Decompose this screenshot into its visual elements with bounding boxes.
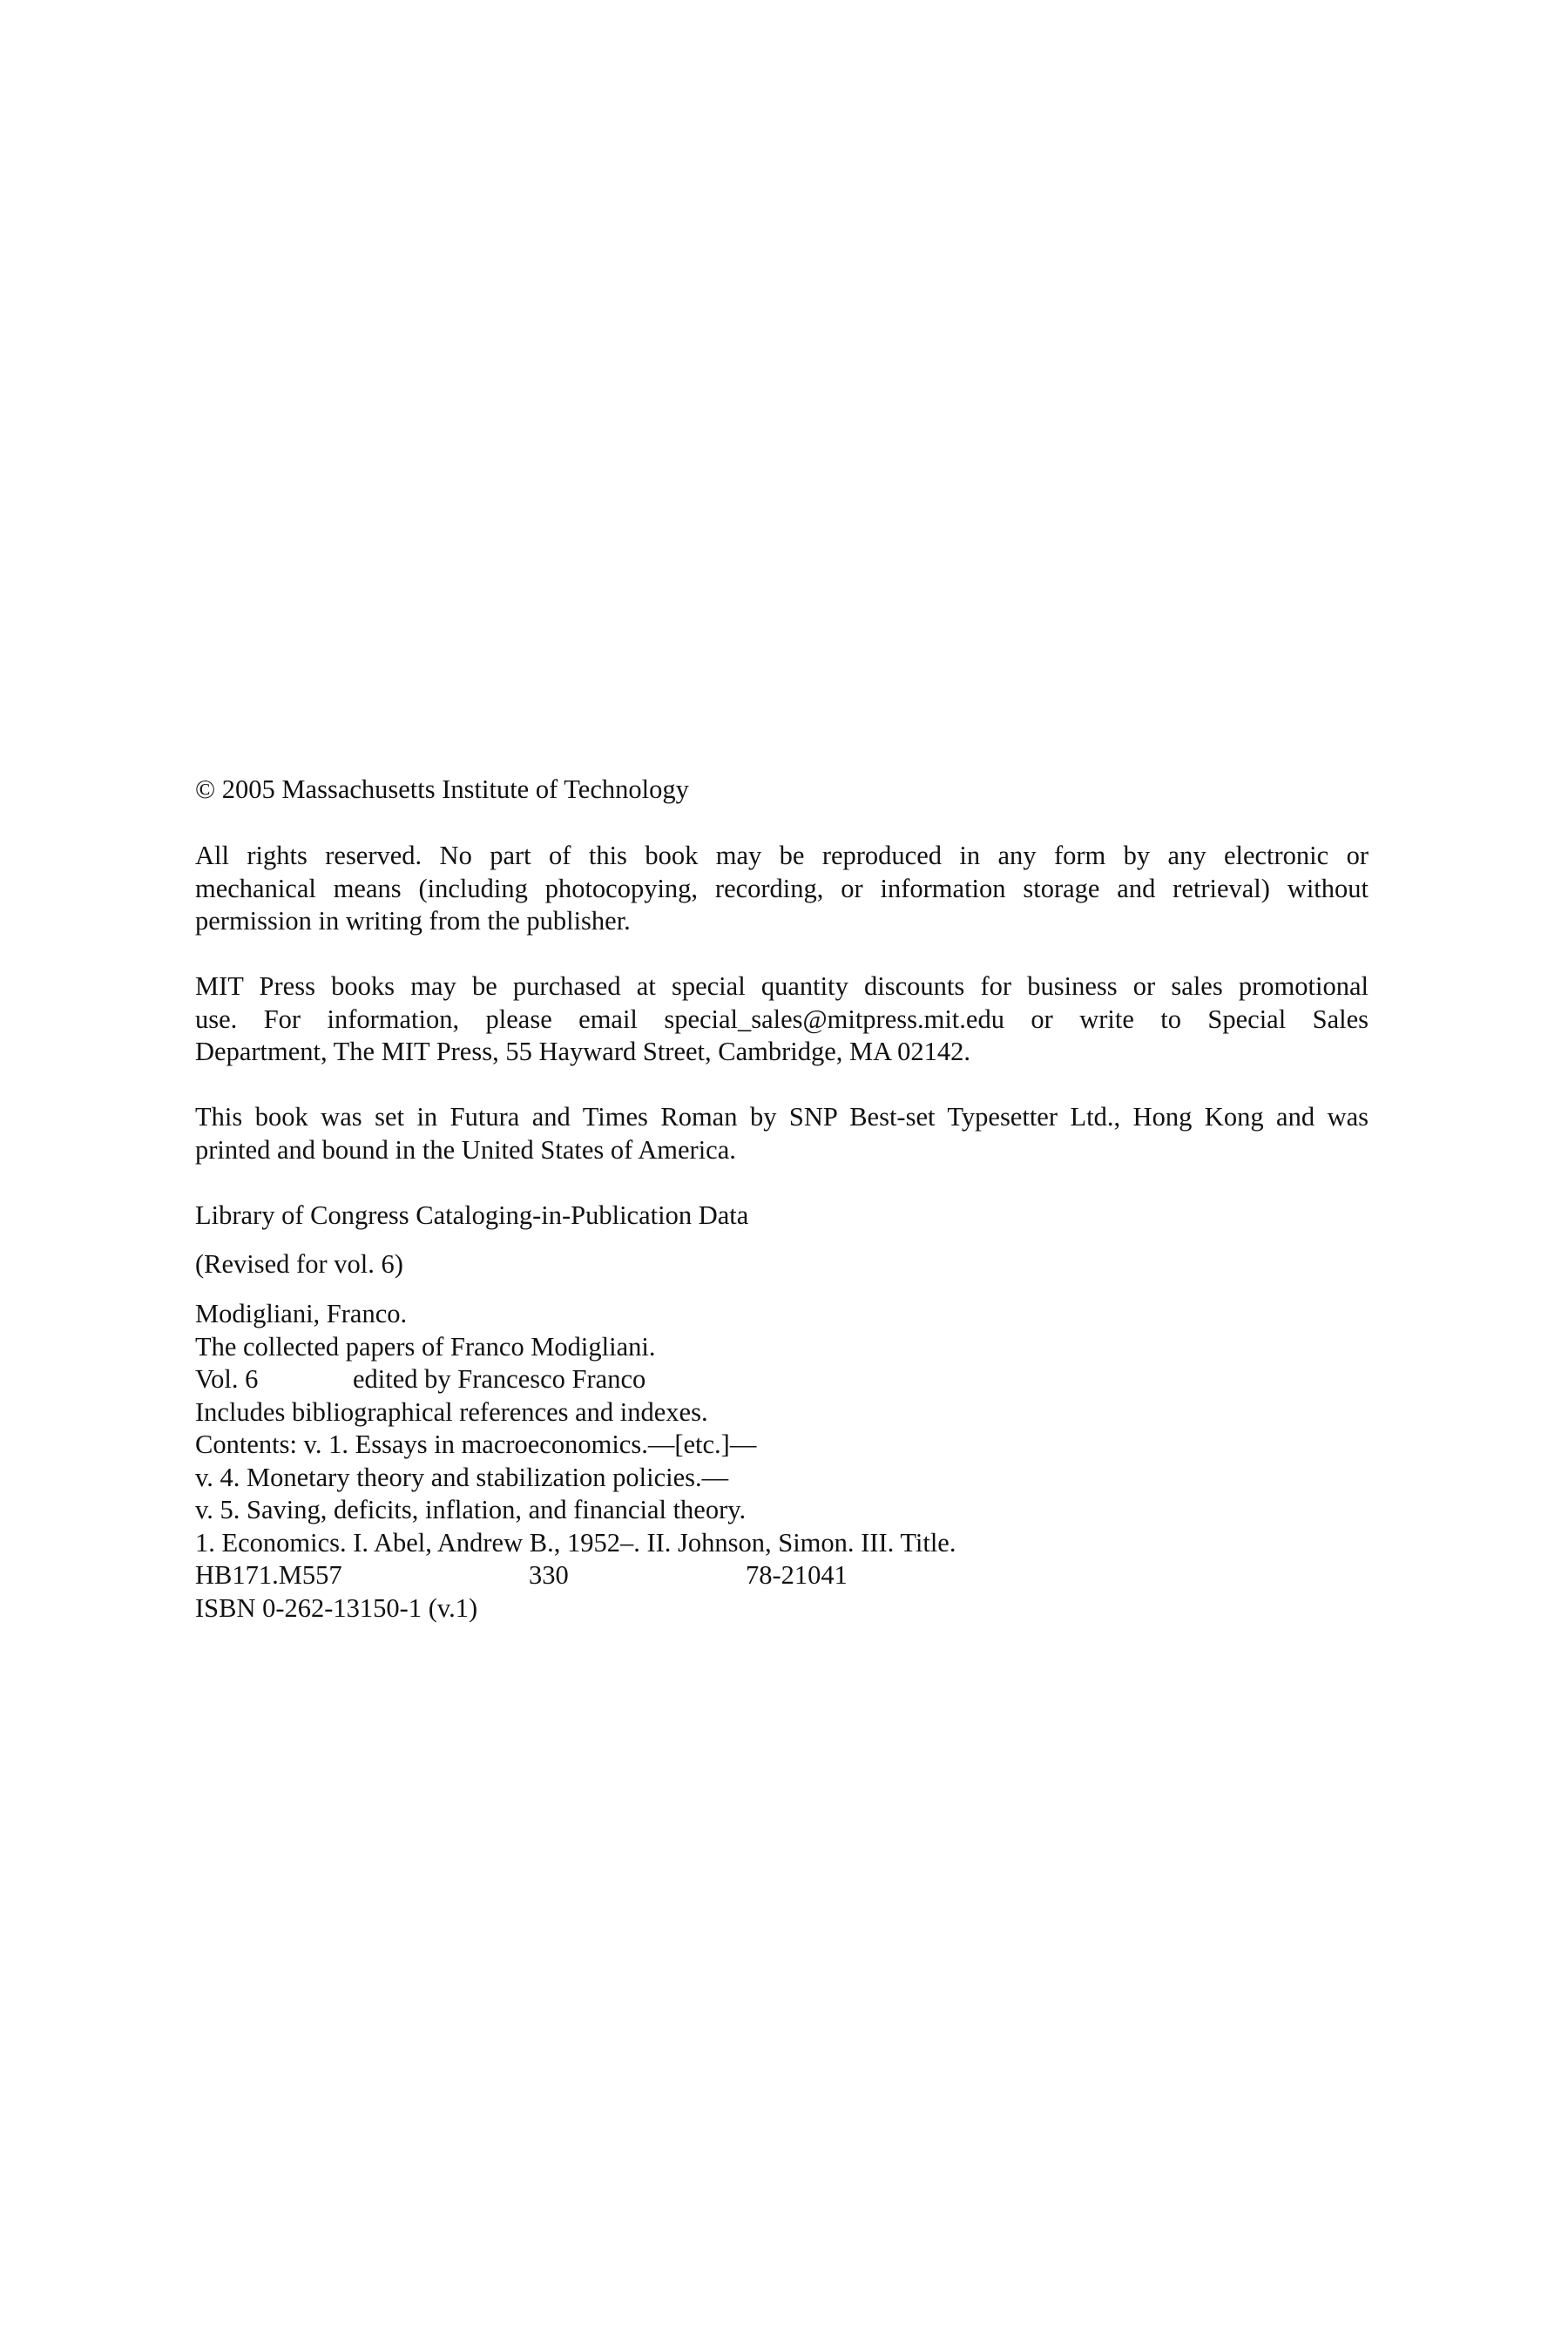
- cip-volume: Vol. 6: [195, 1364, 259, 1394]
- cip-classification-row: [195, 1559, 1369, 1592]
- cip-dewey: 330: [529, 1560, 569, 1590]
- cip-contents-1: Contents: v. 1. Essays in macroeconomics.—[etc.]—: [195, 1429, 757, 1459]
- copyright-line: © 2005 Massachusetts Institute of Technology: [195, 774, 689, 804]
- cip-isbn: ISBN 0-262-13150-1 (v.1): [195, 1592, 478, 1623]
- sales-paragraph: [195, 970, 1369, 1069]
- rights-paragraph: [195, 840, 1369, 938]
- cip-revised: [195, 1248, 1369, 1281]
- sales-line-1: MIT Press books may be purchased at special quantity discounts for business or sales promotional: [195, 971, 1369, 1001]
- rights-line-1: All rights reserved. No part of this book may be reproduced in any form by any electronic or: [195, 841, 1369, 870]
- cip-author: Modigliani, Franco.: [195, 1299, 408, 1328]
- typesetting-line-2: printed and bound in the United States of America.: [195, 1134, 736, 1165]
- cip-title: The collected papers of Franco Modigliani.: [195, 1331, 656, 1362]
- cip-subjects: 1. Economics. I. Abel, Andrew B., 1952–. II. Johnson, Simon. III. Title.: [195, 1527, 956, 1558]
- rights-line-3: permission in writing from the publisher.: [195, 906, 631, 936]
- sales-line-3: Department, The MIT Press, 55 Hayward Street, Cambridge, MA 02142.: [195, 1037, 970, 1066]
- cip-heading: [195, 1200, 1369, 1233]
- cip-call-number: HB171.M557: [195, 1560, 342, 1590]
- sales-line-2: use. For information, please email special_sales@mitpress.mit.edu or write to Special Sales: [195, 1004, 1369, 1034]
- cip-editor: edited by Francesco Franco: [353, 1364, 646, 1394]
- cip-contents-3: v. 5. Saving, deficits, inflation, and financial theory.: [195, 1495, 747, 1524]
- cip-contents-2: v. 4. Monetary theory and stabilization policies.—: [195, 1462, 729, 1492]
- typesetting-line-1: This book was set in Futura and Times Roman by SNP Best-set Typesetter Ltd., Hong Kong and was: [195, 1102, 1369, 1132]
- cip-volume-row: [195, 1363, 1369, 1396]
- cip-lccn: 78-21041: [746, 1560, 848, 1590]
- cip-revised-text: (Revised for vol. 6): [195, 1249, 403, 1279]
- rights-line-2: mechanical means (including photocopying, recording, or information storage and retrieval) without: [195, 873, 1369, 903]
- typesetting-paragraph: [195, 1101, 1369, 1166]
- cip-record: [195, 1298, 1369, 1625]
- cip-heading-text: Library of Congress Cataloging-in-Publication Data: [195, 1200, 749, 1230]
- copyright-notice: [195, 774, 1369, 807]
- cip-includes: Includes bibliographical references and indexes.: [195, 1396, 708, 1427]
